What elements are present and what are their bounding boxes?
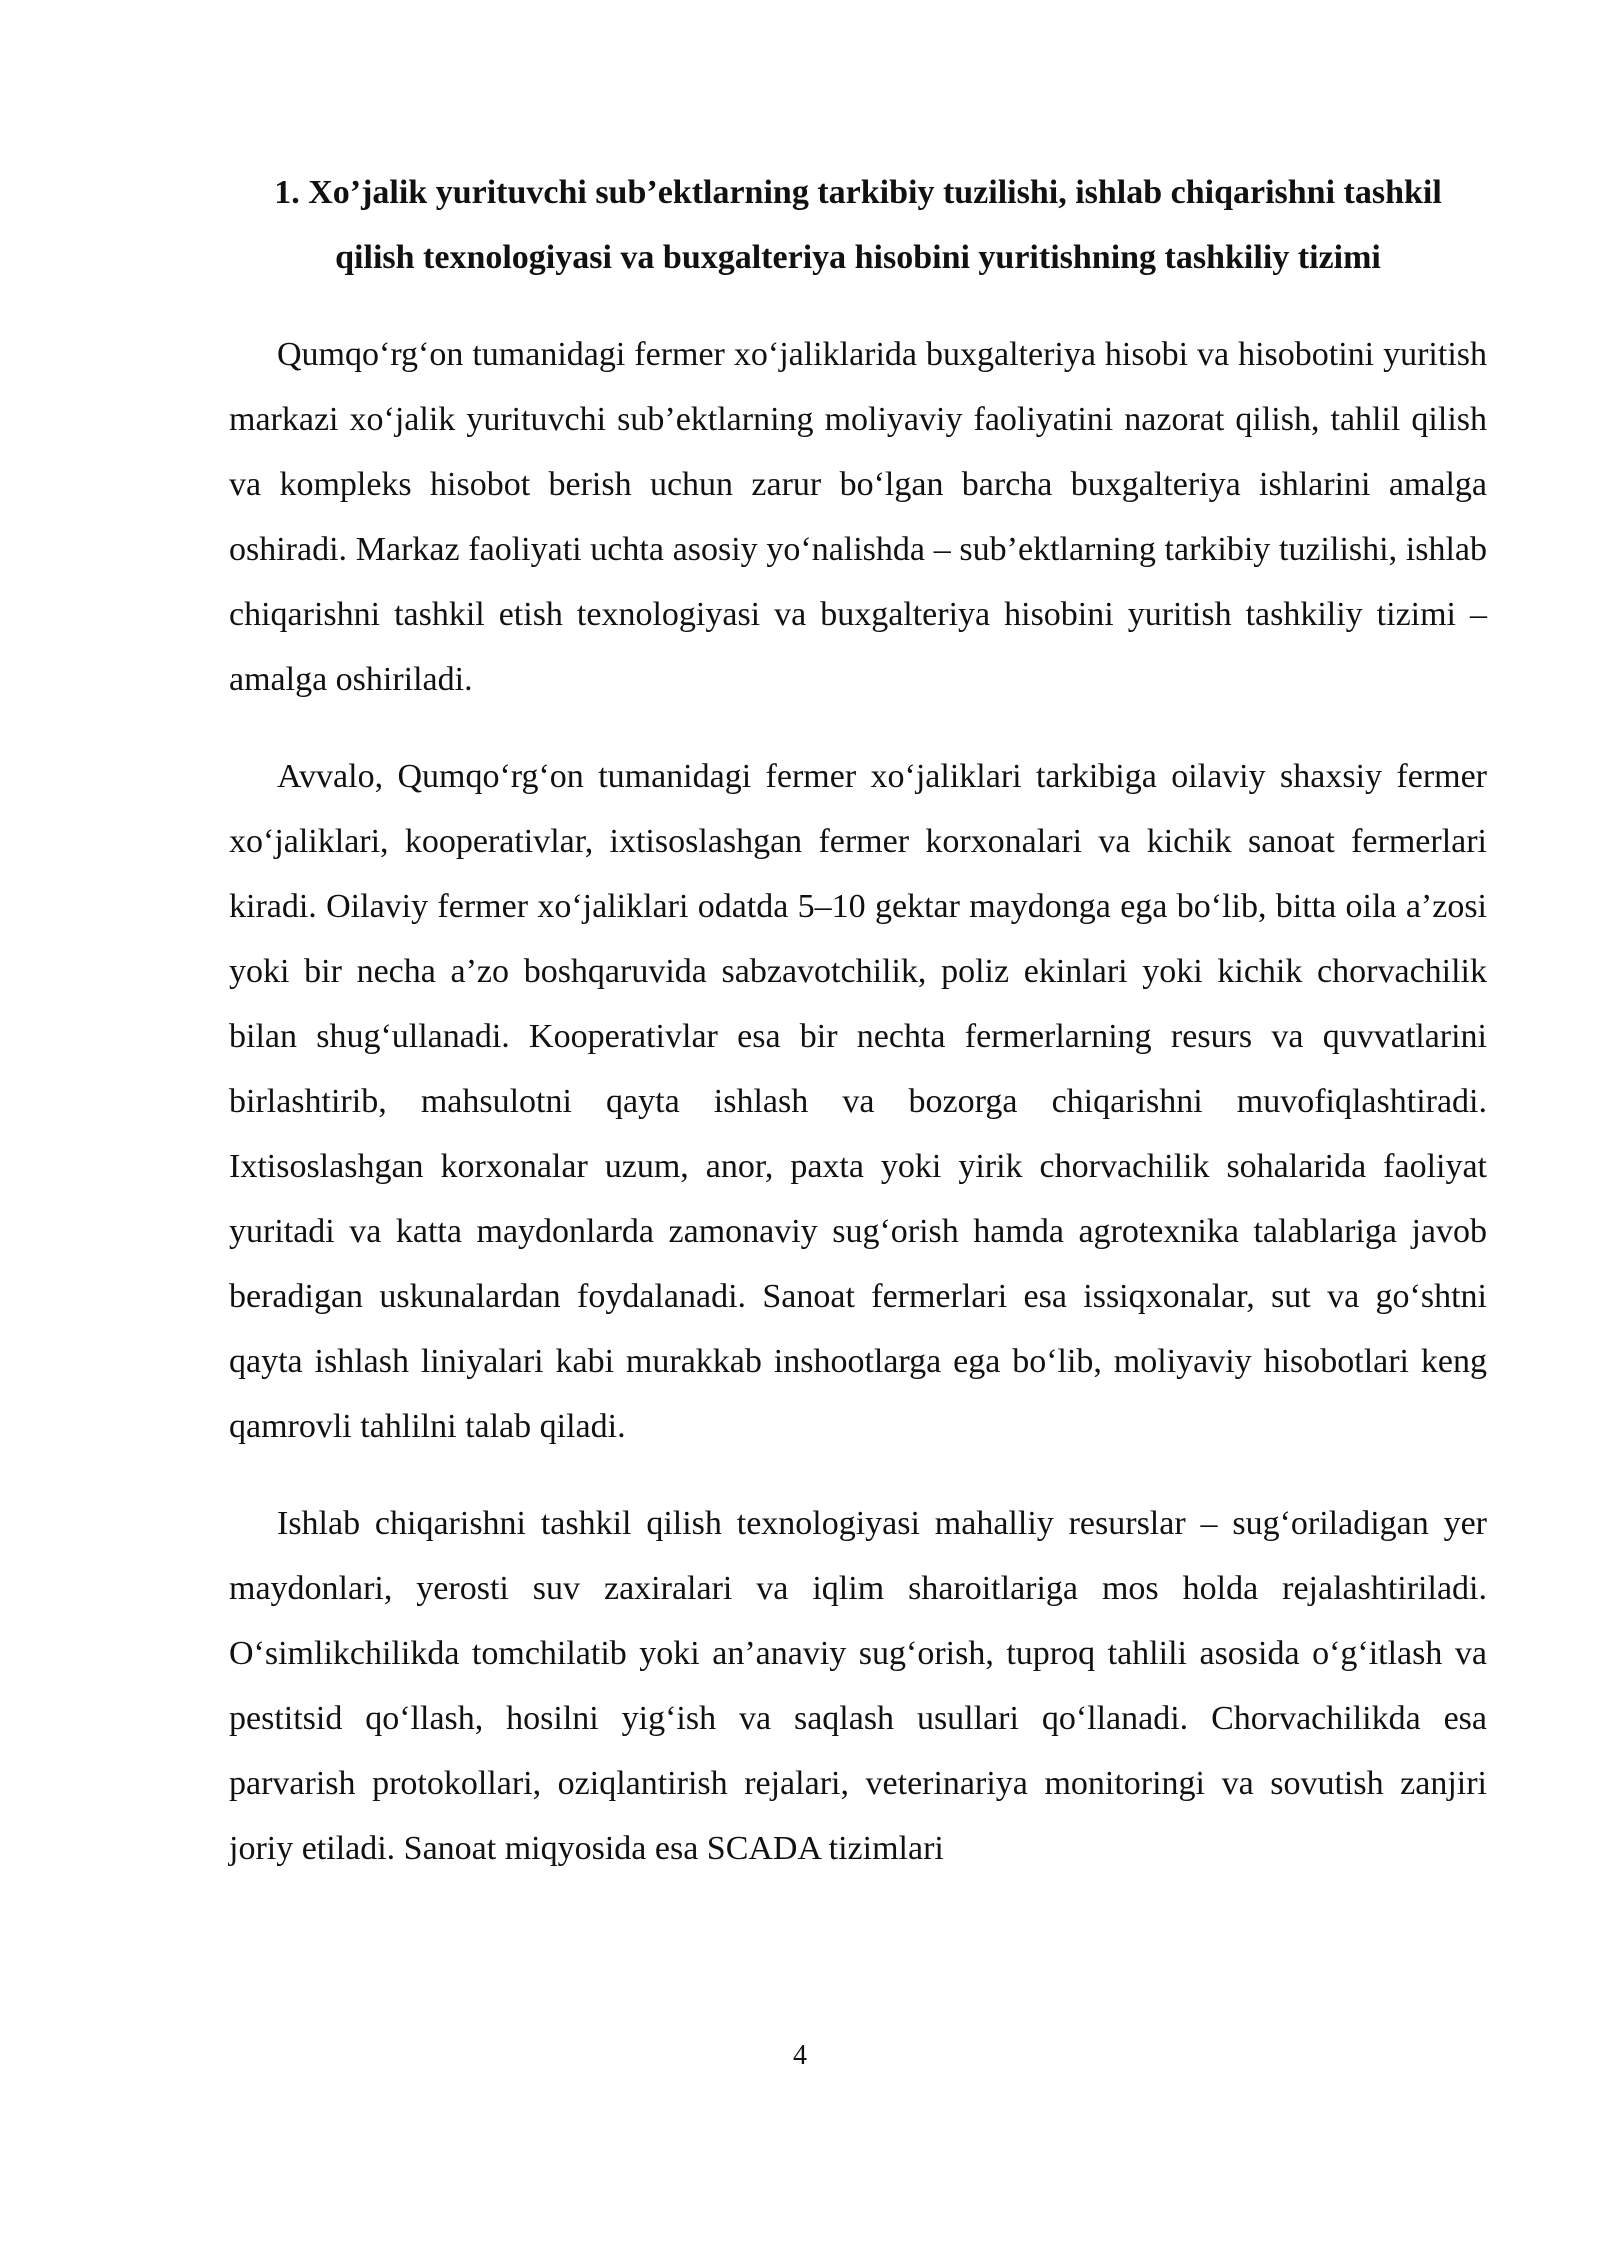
paragraph-technology: Ishlab chiqarishni tashkil qilish texnologiyasi mahalliy resurslar – sug‘oriladigan yer maydonlari, yerosti suv zaxiralari va iqlim sharoitlariga mos holda rejalashtiriladi. O‘simlikchilikda tomchilatib yoki an’anaviy sug‘orish, tuproq tahlili asosida o‘g‘itlash va pestitsid qo‘llash, hosilni yig‘ish va saqlash usullari qo‘llanadi. Chorvachilikda esa parvarish protokollari, oziqlantirish rejalari, veterinariya monitoringi va sovutish zanjiri joriy etiladi. Sanoat miqyosida esa SCADA tizimlari (229, 1505, 1487, 1867)
paragraph-intro: Qumqo‘rg‘on tumanidagi fermer xo‘jaliklarida buxgalteriya hisobi va hisobotini yuritish markazi xo‘jalik yurituvchi sub’ektlarning moliyaviy faoliyatini nazorat qilish, tahlil qilish va kompleks hisobot berish uchun zarur bo‘lgan barcha buxgalteriya ishlarini amalga oshiradi. Markaz faoliyati uchta asosiy yo‘nalishda – sub’ektlarning tarkibiy tuzilishi, ishlab chiqarishni tashkil etish texnologiyasi va buxgalteriya hisobini yuritish tashkiliy tizimi – amalga oshiriladi. (229, 336, 1487, 698)
page-content (229, 160, 1487, 1913)
page-number: 4 (793, 2040, 807, 2071)
section-title: 1. Xo’jalik yurituvchi sub’ektlarning tarkibiy tuzilishi, ishlab chiqarishni tashkil qilish texnologiyasi va buxgalteriya hisobini yuritishning tashkiliy tizimi (274, 174, 1442, 276)
paragraph-structure: Avvalo, Qumqo‘rg‘on tumanidagi fermer xo‘jaliklari tarkibiga oilaviy shaxsiy fermer xo‘jaliklari, kooperativlar, ixtisoslashgan fermer korxonalari va kichik sanoat fermerlari kiradi. Oilaviy fermer xo‘jaliklari odatda 5–10 gektar maydonga ega bo‘lib, bitta oila a’zosi yoki bir necha a’zo boshqaruvida sabzavotchilik, poliz ekinlari yoki kichik chorvachilik bilan shug‘ullanadi. Kooperativlar esa bir nechta fermerlarning resurs va quvvatlarini birlashtirib, mahsulotni qayta ishlash va bozorga chiqarishni muvofiqlashtiradi. Ixtisoslashgan korxonalar uzum, anor, paxta yoki yirik chorvachilik sohalarida faoliyat yuritadi va katta maydonlarda zamonaviy sug‘orish hamda agrotexnika talablariga javob beradigan uskunalardan foydalanadi. Sanoat fermerlari esa issiqxonalar, sut va go‘shtni qayta ishlash liniyalari kabi murakkab inshootlarga ega bo‘lib, moliyaviy hisobotlari keng qamrovli tahlilni talab qiladi. (229, 758, 1487, 1445)
